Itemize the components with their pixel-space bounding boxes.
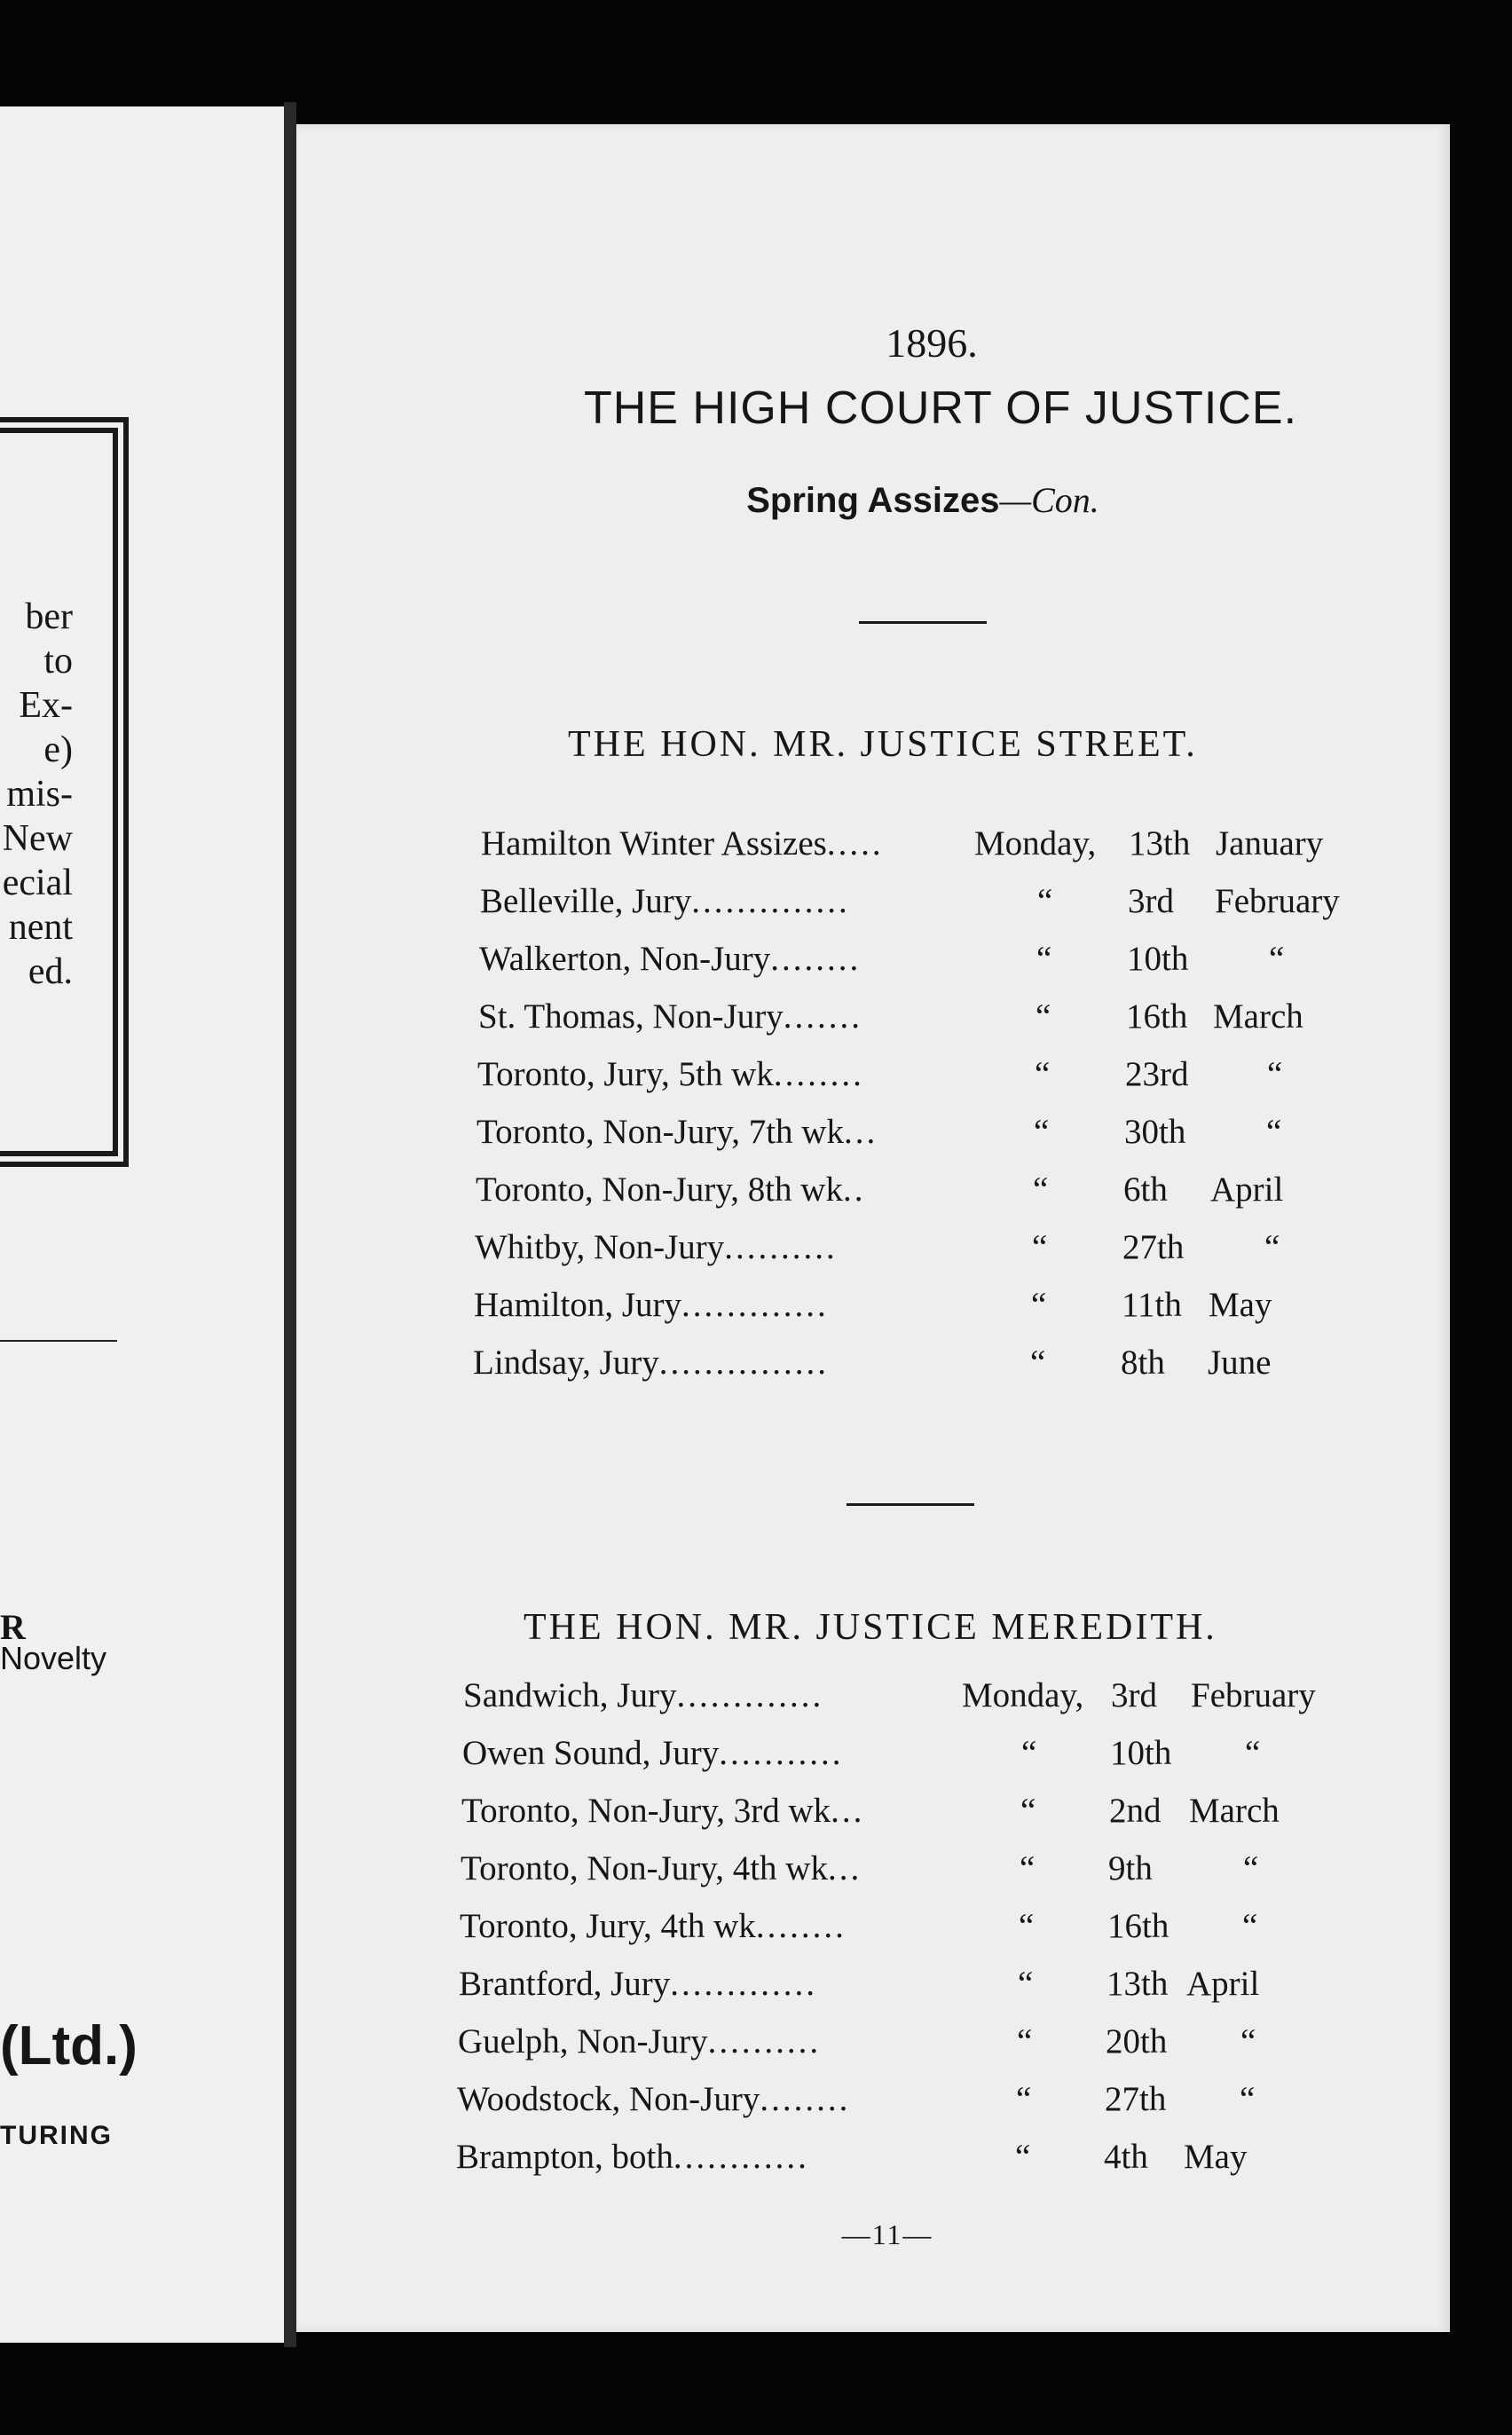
- court-month: February: [1191, 1676, 1316, 1714]
- schedule-row: [458, 2021, 1345, 2064]
- court-day: “: [1032, 1228, 1048, 1266]
- frame-line: ecial: [2, 863, 73, 903]
- schedule-row: [477, 1054, 1365, 1097]
- court-place: Toronto, Non-Jury, 7th wk...: [476, 1113, 878, 1151]
- fragment-ltd: (Ltd.): [0, 2015, 138, 2076]
- schedule-row: [461, 1848, 1348, 1891]
- court-place: Hamilton, Jury.............: [474, 1286, 829, 1324]
- frame-line: nent: [8, 907, 73, 948]
- court-day: “: [1020, 1792, 1036, 1830]
- court-month: January: [1216, 824, 1324, 863]
- court-date: 4th: [1104, 2138, 1148, 2176]
- judge-heading: THE HON. MR. JUSTICE MEREDITH.: [524, 1607, 1217, 1648]
- court-day: “: [1019, 1907, 1035, 1945]
- court-date: 11th: [1122, 1286, 1182, 1324]
- court-date: 3rd: [1128, 882, 1174, 920]
- court-month: “: [1264, 1228, 1280, 1266]
- frame-line: e): [43, 729, 73, 770]
- court-place: Toronto, Jury, 4th wk........: [460, 1907, 847, 1945]
- schedule-row: [474, 1285, 1361, 1328]
- court-day: “: [1035, 1055, 1051, 1093]
- court-month: May: [1209, 1286, 1272, 1324]
- court-date: 20th: [1106, 2022, 1168, 2061]
- court-day: “: [1030, 1344, 1046, 1382]
- court-month: June: [1208, 1344, 1272, 1382]
- court-date: 16th: [1107, 1907, 1169, 1945]
- court-date: 30th: [1124, 1113, 1186, 1151]
- court-month: “: [1269, 940, 1285, 978]
- schedule-row: [462, 1733, 1350, 1776]
- schedule-row: [457, 2079, 1344, 2122]
- court-place: Woodstock, Non-Jury........: [457, 2080, 851, 2118]
- court-place: Guelph, Non-Jury..........: [458, 2022, 822, 2061]
- frame-line: ed.: [28, 951, 73, 992]
- left-page: [0, 106, 293, 2343]
- court-month: “: [1240, 2022, 1256, 2061]
- page-title: THE HIGH COURT OF JUSTICE.: [583, 382, 1298, 434]
- court-month: “: [1266, 1113, 1282, 1151]
- assizes-label: Spring Assizes: [746, 481, 1000, 520]
- fragment-r: R: [0, 1607, 26, 1647]
- court-date: 6th: [1123, 1170, 1168, 1209]
- court-month: “: [1267, 1055, 1283, 1093]
- court-date: 10th: [1110, 1734, 1172, 1772]
- court-month: March: [1189, 1792, 1280, 1830]
- court-day: “: [1036, 997, 1051, 1036]
- court-place: Brampton, both............: [456, 2138, 809, 2176]
- court-place: Toronto, Non-Jury, 8th wk..: [476, 1170, 866, 1209]
- court-month: April: [1186, 1965, 1260, 2003]
- divider: [859, 621, 987, 624]
- court-date: 23rd: [1125, 1055, 1189, 1093]
- schedule-row: [481, 823, 1368, 866]
- divider: [847, 1503, 974, 1506]
- court-date: 27th: [1122, 1228, 1185, 1266]
- frame-line: ber: [25, 596, 73, 637]
- court-month: February: [1215, 882, 1340, 920]
- court-place: Whitby, Non-Jury..........: [475, 1228, 838, 1266]
- frame-line: Ex-: [19, 685, 73, 726]
- court-date: 27th: [1105, 2080, 1167, 2118]
- schedule-row: [478, 997, 1366, 1039]
- schedule-row: [459, 1964, 1346, 2006]
- court-place: Hamilton Winter Assizes.....: [481, 824, 884, 863]
- page-number: —11—: [841, 2218, 933, 2250]
- schedule-row: [463, 1675, 1351, 1718]
- schedule-row: [456, 2137, 1343, 2179]
- court-month: May: [1184, 2138, 1248, 2176]
- court-place: Toronto, Non-Jury, 4th wk...: [461, 1849, 862, 1887]
- court-month: “: [1240, 2080, 1256, 2118]
- court-day: “: [1036, 940, 1052, 978]
- fragment-turing: TURING: [0, 2121, 113, 2150]
- judge-heading: THE HON. MR. JUSTICE STREET.: [568, 724, 1198, 765]
- court-day: Monday,: [974, 824, 1097, 863]
- schedule-row: [475, 1227, 1362, 1270]
- frame-text-fragment: [0, 595, 73, 994]
- court-place: Owen Sound, Jury...........: [462, 1734, 844, 1772]
- court-month: “: [1242, 1907, 1258, 1945]
- schedule-row: [461, 1791, 1349, 1833]
- court-date: 8th: [1121, 1344, 1165, 1382]
- schedule-row: [460, 1906, 1347, 1949]
- court-place: Brantford, Jury.............: [459, 1965, 818, 2003]
- court-day: Monday,: [962, 1676, 1084, 1714]
- court-day: “: [1034, 1113, 1050, 1151]
- schedule-row: [479, 939, 1366, 981]
- court-day: “: [1020, 1849, 1036, 1887]
- court-date: 16th: [1126, 997, 1188, 1036]
- court-place: Walkerton, Non-Jury........: [479, 940, 862, 978]
- court-place: Belleville, Jury..............: [480, 882, 850, 920]
- court-day: “: [1033, 1170, 1049, 1209]
- court-date: 9th: [1108, 1849, 1153, 1887]
- divider: [0, 1340, 117, 1342]
- court-place: St. Thomas, Non-Jury.......: [478, 997, 863, 1036]
- court-place: Sandwich, Jury.............: [463, 1676, 824, 1714]
- court-place: Lindsay, Jury...............: [473, 1344, 830, 1382]
- court-date: 13th: [1129, 824, 1191, 863]
- book-spine: [284, 102, 296, 2347]
- court-month: “: [1243, 1849, 1259, 1887]
- court-day: “: [1015, 2138, 1031, 2176]
- assizes-subtitle: [657, 479, 1189, 521]
- court-day: “: [1017, 2022, 1033, 2061]
- court-month: March: [1213, 997, 1303, 1036]
- court-day: “: [1021, 1734, 1037, 1772]
- fragment-novelty: Novelty: [0, 1640, 107, 1676]
- court-date: 3rd: [1111, 1676, 1157, 1714]
- court-date: 13th: [1106, 1965, 1169, 2003]
- court-place: Toronto, Non-Jury, 3rd wk...: [461, 1792, 865, 1830]
- schedule-row: [473, 1343, 1360, 1385]
- court-day: “: [1018, 1965, 1034, 2003]
- court-day: “: [1037, 882, 1053, 920]
- frame-line: to: [43, 641, 73, 682]
- year-heading: 1896.: [886, 320, 978, 366]
- court-month: “: [1245, 1734, 1261, 1772]
- court-date: 10th: [1127, 940, 1189, 978]
- court-date: 2nd: [1109, 1792, 1162, 1830]
- frame-line: mis-: [6, 774, 73, 815]
- schedule-row: [476, 1170, 1363, 1212]
- schedule-row: [480, 881, 1367, 924]
- court-month: April: [1210, 1170, 1284, 1209]
- frame-line: New: [2, 818, 73, 859]
- court-day: “: [1016, 2080, 1032, 2118]
- assizes-continued: —Con.: [999, 480, 1099, 520]
- court-place: Toronto, Jury, 5th wk........: [477, 1055, 864, 1093]
- schedule-row: [476, 1112, 1364, 1154]
- court-day: “: [1031, 1286, 1047, 1324]
